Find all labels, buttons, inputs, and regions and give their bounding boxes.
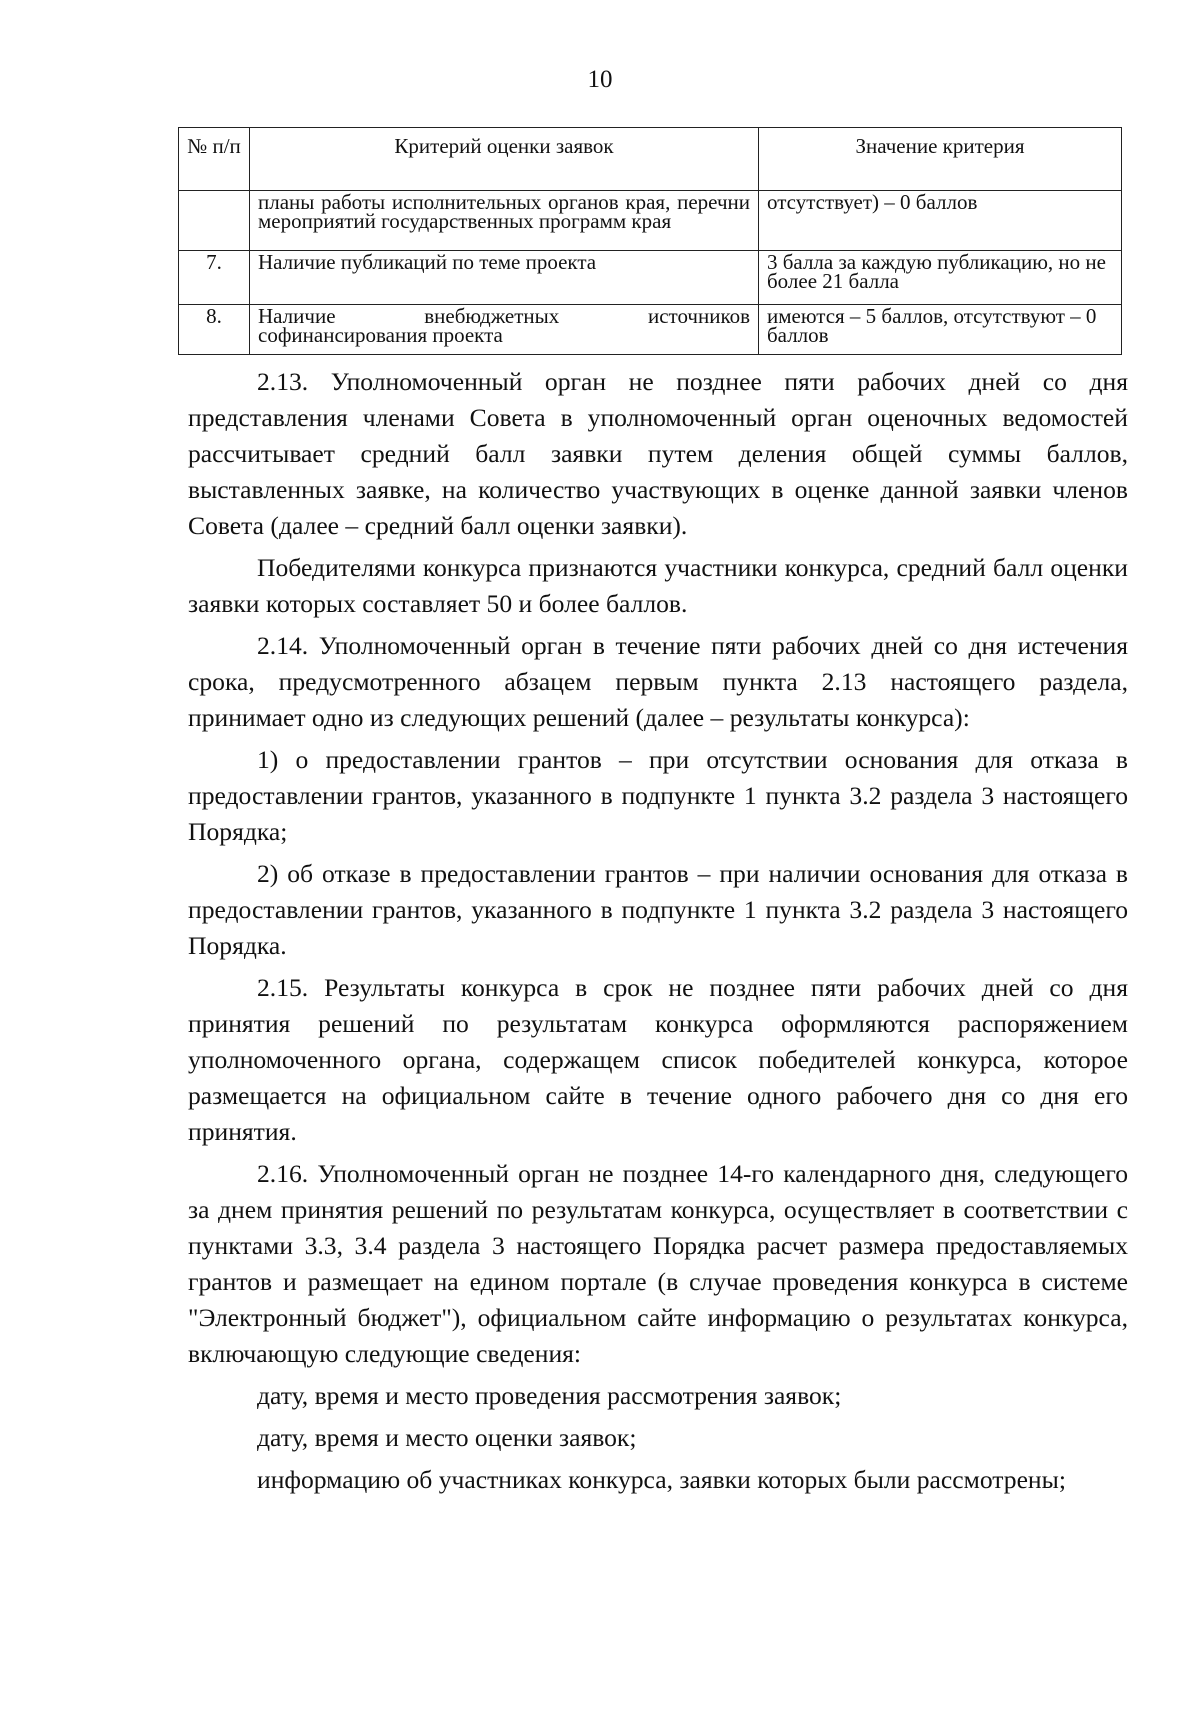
header-num: № п/п (179, 128, 250, 191)
paragraph-2-15: 2.15. Результаты конкурса в срок не позднее пяти рабочих дней со дня принятия решений по результатам конкурса оформляются распоряжением уполномоченного органа, содержащем список победителей конкурса, которое размещается на официальном сайте в течение одного рабочего дня со дня его принятия. (188, 973, 1128, 1146)
row-value: 3 балла за каждую публикацию, но не более 21 балла (759, 251, 1122, 305)
criteria-table (178, 127, 1122, 355)
row-criterion: Наличие публикаций по теме проекта (250, 251, 759, 305)
header-criterion: Критерий оценки заявок (250, 128, 759, 191)
document-body (188, 364, 1128, 1498)
paragraph-list-item: дату, время и место проведения рассмотрения заявок; (257, 1381, 842, 1410)
paragraph-2-16: 2.16. Уполномоченный орган не позднее 14-го календарного дня, следующего за днем принятия решений по результатам конкурса, осуществляет в соответствии с пунктами 3.3, 3.4 раздела 3 настоящего Порядка расчет размера предоставляемых грантов и размещает на едином портале (в случае проведения конкурса в системе "Электронный бюджет"), официальном сайте информацию о результатах конкурса, включающую следующие сведения: (188, 1159, 1128, 1368)
row-criterion: планы работы исполнительных органов края, перечни мероприятий государственных программ края (250, 191, 759, 251)
row-criterion: Наличие внебюджетных источников софинансирования проекта (250, 305, 759, 355)
header-value: Значение критерия (759, 128, 1122, 191)
page-number: 10 (587, 66, 613, 93)
row-value: отсутствует) – 0 баллов (759, 191, 1122, 251)
paragraph-item-1: 1) о предоставлении грантов – при отсутствии основания для отказа в предоставлении грантов, указанного в подпункте 1 пункта 3.2 раздела 3 настоящего Порядка; (188, 745, 1128, 846)
paragraph-2-13: 2.13. Уполномоченный орган не позднее пяти рабочих дней со дня представления членами Совета в уполномоченный орган оценочных ведомостей рассчитывает средний балл заявки путем деления общей суммы баллов, выставленных заявке, на количество участвующих в оценке данной заявки членов Совета (далее – средний балл оценки заявки). (188, 367, 1128, 540)
row-value: имеются – 5 баллов, отсутствуют – 0 баллов (759, 305, 1122, 355)
paragraph-item-2: 2) об отказе в предоставлении грантов – при наличии основания для отказа в предоставлении грантов, указанного в подпункте 1 пункта 3.2 раздела 3 настоящего Порядка. (188, 859, 1128, 960)
paragraph-list-item: информацию об участниках конкурса, заявки которых были рассмотрены; (257, 1465, 1066, 1494)
table-header-row (179, 128, 1122, 191)
paragraph-2-14: 2.14. Уполномоченный орган в течение пяти рабочих дней со дня истечения срока, предусмотренного абзацем первым пункта 2.13 настоящего раздела, принимает одно из следующих решений (далее – результаты конкурса): (188, 631, 1128, 732)
table-row (179, 305, 1122, 355)
table-row (179, 251, 1122, 305)
paragraph-list-item: дату, время и место оценки заявок; (257, 1423, 637, 1452)
row-num: 8. (179, 305, 250, 355)
row-num: 7. (179, 251, 250, 305)
row-num (179, 191, 250, 251)
table-row (179, 191, 1122, 251)
paragraph-winners: Победителями конкурса признаются участники конкурса, средний балл оценки заявки которых составляет 50 и более баллов. (188, 553, 1128, 618)
